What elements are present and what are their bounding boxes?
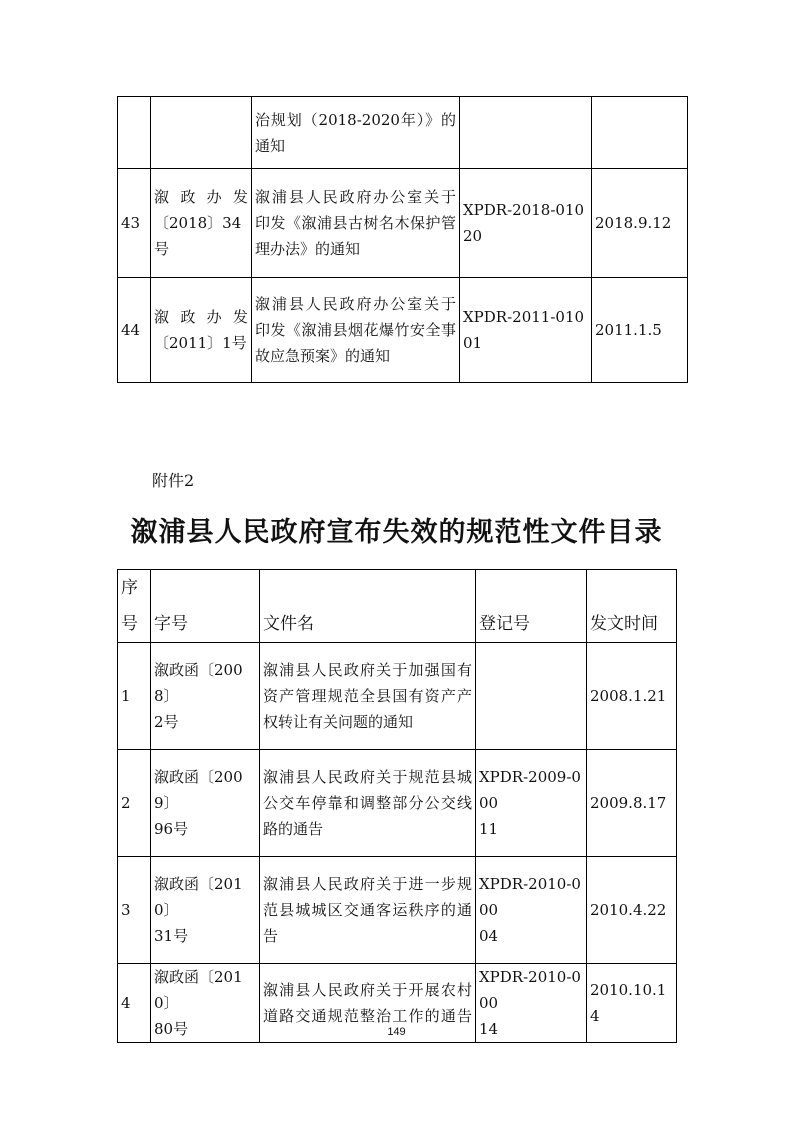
doc-name-line: 公交车停靠和调整部分公交线	[263, 794, 472, 812]
header-doc-number: 字号	[151, 570, 260, 643]
date-cell: 2018.9.12	[592, 169, 688, 278]
doc-name-line: 故应急预案》的通知	[255, 347, 391, 365]
registration-line: 14	[479, 1020, 499, 1038]
registration-cell: XPDR-2018-01020	[460, 169, 592, 278]
serial-cell: 2	[118, 750, 151, 857]
doc-name-line: 告	[263, 927, 279, 945]
directory-table-continued	[117, 96, 688, 383]
serial-cell: 44	[118, 278, 151, 383]
registration-cell	[476, 750, 587, 857]
invalidated-documents-table	[117, 569, 677, 1043]
doc-name-cell	[260, 643, 476, 750]
table-row	[118, 278, 688, 383]
doc-number-line: 〔2018〕34号	[154, 214, 242, 258]
table-row	[118, 169, 688, 278]
header-serial: 序号	[118, 570, 151, 643]
date-cell: 2011.1.5	[592, 278, 688, 383]
doc-number-cell	[151, 750, 260, 857]
serial-cell: 43	[118, 169, 151, 278]
doc-name-line: 权转让有关问题的通知	[263, 713, 414, 731]
doc-number-cell	[151, 278, 252, 383]
doc-name-line: 溆浦县人民政府办公室关于	[255, 188, 456, 206]
doc-name-line: 理办法》的通知	[255, 240, 361, 258]
doc-number-line: 溆 政 办 发	[154, 188, 248, 206]
serial-cell	[118, 97, 151, 169]
registration-cell	[476, 857, 587, 964]
doc-name-line: 印发《溆浦县古树名木保护管	[255, 214, 456, 232]
doc-name-line: 路的通告	[263, 820, 324, 838]
header-doc-name: 文件名	[260, 570, 476, 643]
doc-number-line: 溆政函〔2008〕	[154, 661, 243, 705]
doc-number-line: 2号	[154, 713, 179, 731]
doc-number-line: 80号	[154, 1020, 189, 1038]
doc-number-cell	[151, 97, 252, 169]
doc-name-line: 印发《溆浦县烟花爆竹安全事	[255, 321, 456, 339]
date-cell: 2008.1.21	[587, 643, 677, 750]
date-cell: 2009.8.17	[587, 750, 677, 857]
doc-number-line: 〔2011〕1号	[154, 334, 247, 352]
doc-name-line: 溆浦县人民政府办公室关于	[255, 295, 456, 313]
doc-number-line: 溆政函〔2010〕	[154, 968, 243, 1012]
header-date: 发文时间	[587, 570, 677, 643]
doc-name-line: 范县城城区交通客运秩序的通	[263, 901, 472, 919]
doc-name-cell	[252, 278, 460, 383]
registration-cell: XPDR-2011-01001	[460, 278, 592, 383]
doc-number-line: 溆 政 办 发	[154, 308, 248, 326]
registration-line: XPDR-2009-000	[479, 768, 581, 812]
doc-number-cell	[151, 169, 252, 278]
doc-number-line: 溆政函〔2010〕	[154, 875, 243, 919]
registration-line: XPDR-2010-000	[479, 968, 581, 1012]
doc-name-line: 溆浦县人民政府关于规范县城	[263, 768, 472, 786]
doc-number-cell	[151, 857, 260, 964]
doc-name-cell	[260, 750, 476, 857]
registration-line: XPDR-2010-000	[479, 875, 581, 919]
doc-name-cell	[252, 169, 460, 278]
doc-name-line: 溆浦县人民政府关于开展农村	[263, 981, 472, 999]
doc-name-cell	[260, 857, 476, 964]
table-header-row	[118, 570, 677, 643]
doc-name-line: 通知	[255, 136, 286, 155]
doc-number-line: 31号	[154, 927, 189, 945]
doc-name-line: 溆浦县人民政府关于加强国有	[263, 661, 472, 679]
registration-line: 04	[479, 927, 499, 945]
doc-name-line: 溆浦县人民政府关于进一步规	[263, 875, 472, 893]
table-row	[118, 97, 688, 169]
doc-name-line: 治规划（2018-2020年）》的	[255, 110, 456, 129]
serial-cell: 1	[118, 643, 151, 750]
serial-cell: 4	[118, 964, 151, 1043]
serial-cell: 3	[118, 857, 151, 964]
registration-cell	[476, 643, 587, 750]
page-title: 溆浦县人民政府宣布失效的规范性文件目录	[130, 517, 663, 548]
header-registration: 登记号	[476, 570, 587, 643]
registration-line: 11	[479, 820, 499, 838]
table-row	[118, 643, 677, 750]
registration-cell	[460, 97, 592, 169]
table-row	[118, 750, 677, 857]
date-cell: 2010.4.22	[587, 857, 677, 964]
date-cell: 2010.10.14	[587, 964, 677, 1043]
doc-number-line: 溆政函〔2009〕	[154, 768, 243, 812]
doc-number-line: 96号	[154, 820, 189, 838]
table-row	[118, 857, 677, 964]
doc-name-cell	[252, 97, 460, 169]
doc-name-line: 资产管理规范全县国有资产产	[263, 687, 472, 705]
date-cell	[592, 97, 688, 169]
doc-number-cell	[151, 643, 260, 750]
page-number: 149	[387, 1026, 406, 1038]
doc-name-line: 道路交通规范整治工作的通告	[263, 1007, 472, 1025]
annex-label: 附件2	[152, 471, 195, 490]
